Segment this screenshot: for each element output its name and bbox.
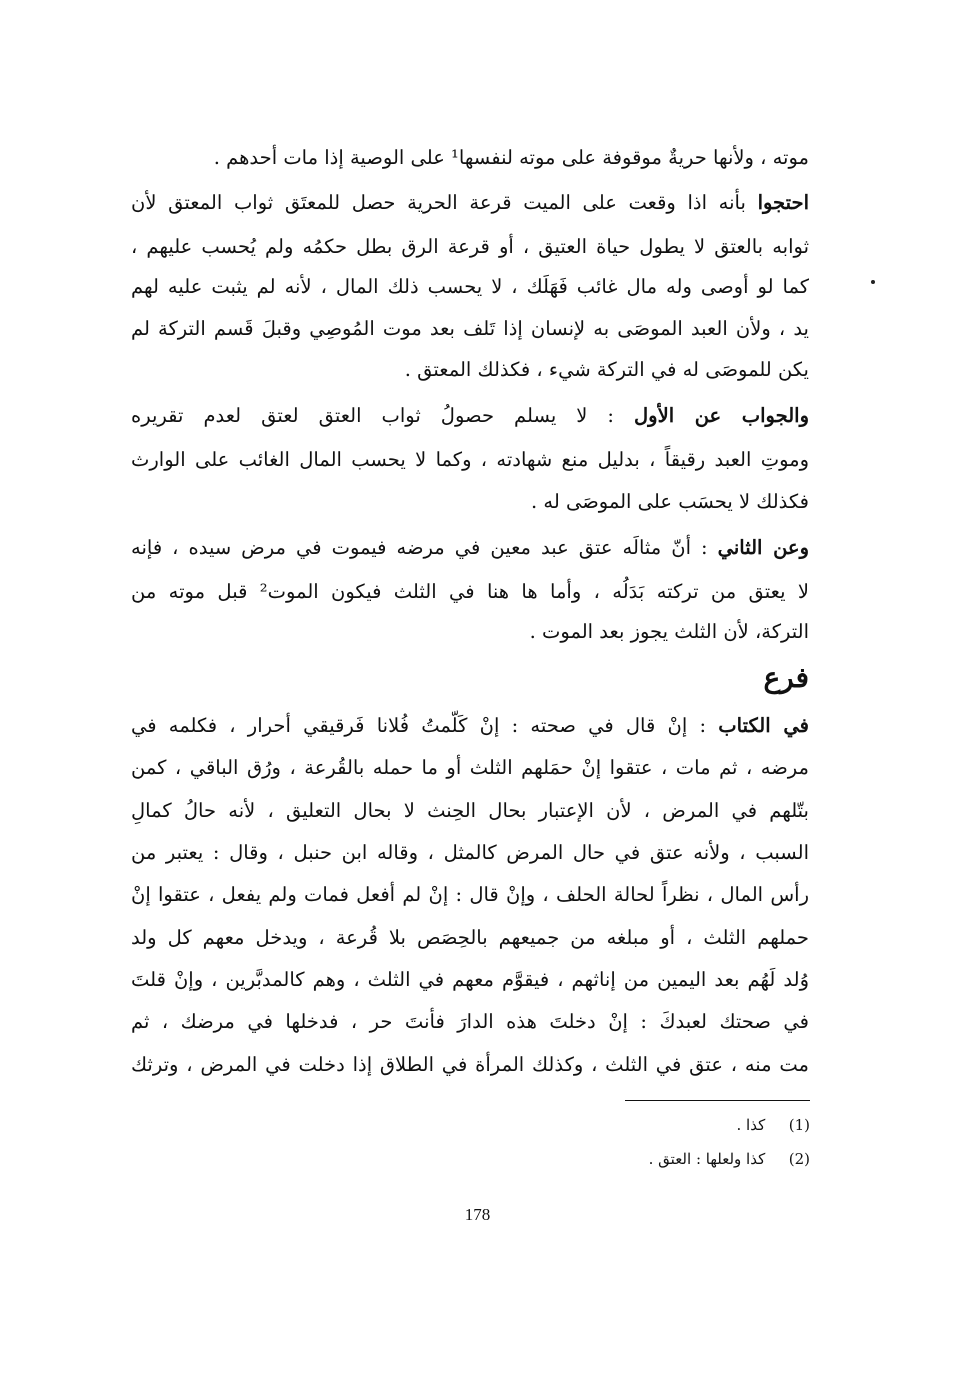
footnote-number: (1) [788, 1116, 810, 1134]
text-line [131, 394, 809, 438]
text-line [131, 704, 809, 748]
paragraph-lead: في الكتاب [718, 714, 809, 737]
line-text: وموتِ العبد رقيقاً ، بدليل منع شهادته ، وكما لا يحسب المال الغائب على الوارث [131, 448, 809, 471]
text-line [131, 1043, 809, 1087]
text-line [131, 610, 809, 654]
margin-dot [871, 280, 875, 284]
text-line [131, 1000, 809, 1044]
text-line [131, 307, 809, 351]
line-text: السبب ، ولأنه عتق في حال المرض كالمثل ، وقاله ابن حنبل ، وقال : يعتبر من [131, 841, 809, 864]
text-line [131, 136, 809, 180]
text-line [131, 789, 809, 833]
line-text: ثوابه بالعتق لا يطول حياة العتيق ، أو قرعة الرق بطل حكمُه ولم يُحسب عليهم ، [131, 235, 809, 258]
footnote-divider [625, 1100, 810, 1101]
line-text: لا يعتق من تركته بَدَلُه ، وأما ها هنا في الثلث فيكون الموت² قبل موته من [131, 580, 809, 603]
footnote-text: كذا . [736, 1116, 766, 1134]
text-line [131, 526, 809, 570]
line-text: : لا يسلم حصولُ ثواب العتق لعتق لعدم تقريره [131, 404, 634, 427]
text-line [131, 831, 809, 875]
line-text: التركة، لأن الثلث يجوز بعد الموت . [529, 620, 809, 643]
line-text: يد ، ولأن العبد الموصَى به لإنسان إذا تَلف بعد موت المُوصِي وقبلَ قَسم التركة لم [131, 317, 809, 340]
paragraph-lead: احتجوا [757, 191, 809, 214]
text-line [131, 958, 809, 1002]
text-line [131, 348, 809, 392]
line-text: كما لو أوصى وله مال غائب فَهَلَك ، لا يحسب ذلك المال ، لأنه لم يثبت عليه لهم [131, 275, 809, 298]
line-text: حملهم الثلث ، أو مبلغه من جميعهم بالحِصَص بلا قُرعة ، ويدخل معهم كل ولد [131, 926, 809, 949]
line-text: يكن للموصَى له في التركة شيء ، فكذلك المعتق . [404, 358, 809, 381]
text-line [131, 873, 809, 917]
footnote [649, 1146, 810, 1172]
footnote-number: (2) [788, 1150, 810, 1168]
line-text: مرضه ، ثم مات ، عتقوا إنْ حمَلهم الثلث أو ما حمله بالقُرعة ، ورُق الباقي ، كمن [131, 756, 809, 779]
footnote [737, 1112, 811, 1138]
text-line [131, 225, 809, 269]
line-text: مت منه ، عتق في الثلث ، وكذلك المرأة في الطلاق إذا دخلت في المرض ، وترثك [131, 1053, 809, 1076]
line-text: : أنّ مثالَه عتق عبد معين في مرضه فيموت في مرض سيده ، فإنه [131, 536, 718, 559]
text-line [131, 181, 809, 225]
line-text: فكذلك لا يحسَب على الموصَى له . [530, 490, 809, 513]
line-text: وُلد لَهُم بعد اليمين من إناثهم ، فيقوَّم معهم في الثلث ، وهم كالمدبَّرين ، وإنْ قلتَ [131, 968, 809, 991]
text-line [131, 480, 809, 524]
line-text: : إنْ قال في صحته : إنْ كَلّمتُ فُلانا فَرقيقي أحرار ، فكلمه في [131, 714, 719, 737]
text-line [131, 746, 809, 790]
paragraph-lead: والجواب عن الأول [633, 404, 809, 427]
text-line [131, 265, 809, 309]
line-text: بأنه اذا وقعت على الميت قرعة الحرية حصل للمعتَق ثواب المعتق لأن [131, 191, 758, 214]
text-line [131, 570, 809, 614]
line-text: بتّلهم في المرض ، لأن الإعتبار بحال الحِنث لا بحال التعليق ، لأنه حالُ كمالِ [131, 799, 809, 822]
text-line [131, 438, 809, 482]
section-heading: فرع [763, 661, 809, 694]
paragraph-lead: وعن الثاني [717, 536, 809, 559]
line-text: في صحتك لعبدكَ : إنْ دخلتَ هذه الدارَ فأنتَ حر ، فدخلها في مرضك ، ثم [131, 1010, 809, 1033]
line-text: رأس المال ، نظراً لحالة الحلف ، وإنْ قال : إنْ لم أفعل فمات ولم يفعل ، عتقوا إنْ [131, 883, 809, 906]
text-line [131, 916, 809, 960]
page-number: 178 [464, 1205, 491, 1224]
line-text: موته ، ولأنها حريةٌ موقوفة على موته لنفسها¹ على الوصية إذا مات أحدهم . [213, 146, 809, 169]
footnote-text: كذا ولعلها : العتق . [648, 1150, 766, 1168]
